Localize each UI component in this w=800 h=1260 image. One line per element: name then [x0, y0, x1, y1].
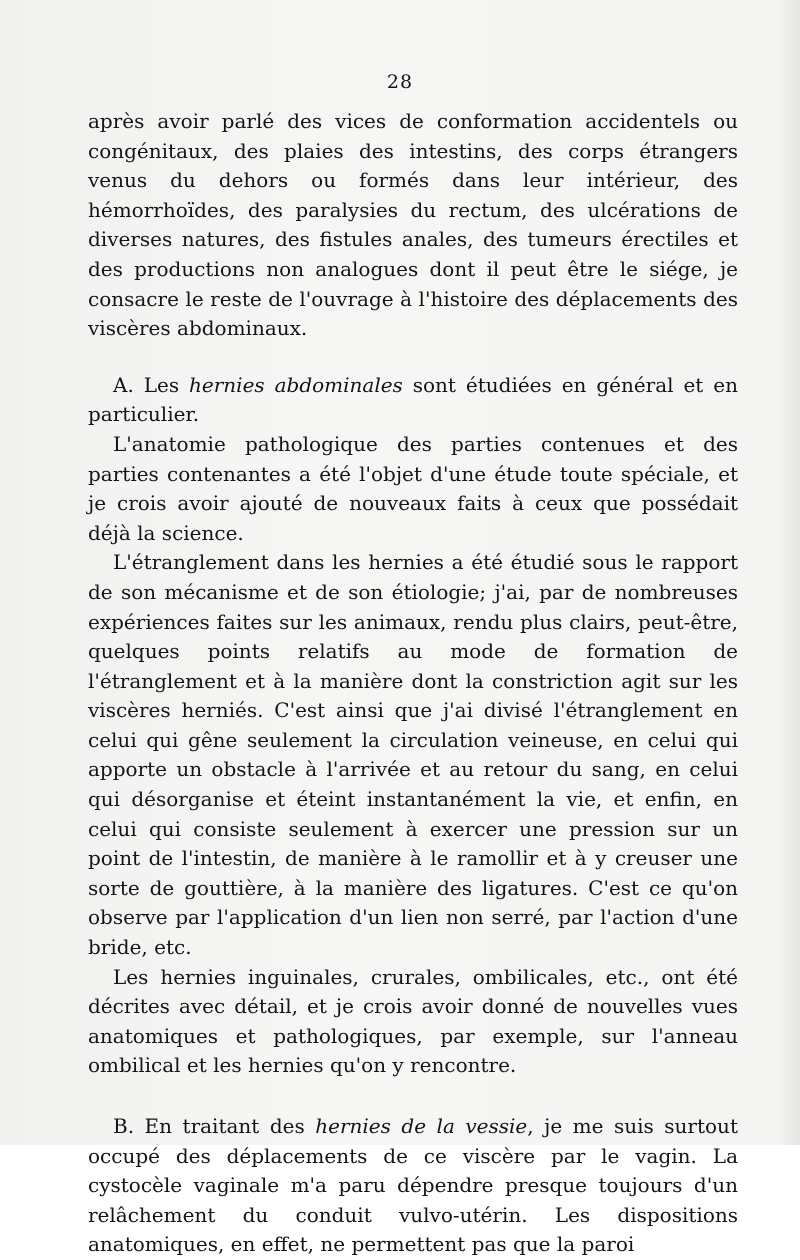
page-body [88, 107, 738, 1260]
paragraph-text: B. En traitant des [113, 1114, 316, 1138]
paragraph-text: Les hernies inguinales, crurales, ombilicales, etc., ont été décrites avec détail, et je crois avoir donné de nouvelles vues anatomiques et pathologiques, par exemple, sur l'anneau ombilical et les hernies qu'on y rencontre. [88, 964, 738, 1078]
paragraph-text: L'étranglement dans les hernies a été étudié sous le rapport de son mécanisme et de son étiologie; j'ai, par de nombreuses expériences faites sur les animaux, rendu plus clairs, peut-être, quelques points relatifs au mode de formation de l'étranglement et à la manière dont la constriction agit sur les viscères herniés. C'est ainsi que j'ai divisé l'étranglement en celui qui gêne seulement la circulation veineuse, en celui qui apporte un obstacle à l'arrivée et au retour du sang, en celui qui désorganise et éteint instantanément la vie, et enfin, en celui qui consiste seulement à exercer une pression sur un point de l'intestin, de manière à le ramollir et à y creuser une sorte de gouttière, à la manière des ligatures. C'est ce qu'on observe par l'application d'un lien non serré, par l'action d'une bride, etc. [88, 550, 738, 960]
paragraph-text: A. Les [113, 372, 190, 397]
page-number: 28 [386, 71, 414, 93]
paragraph-strangulation [88, 548, 738, 962]
paragraph-section-b [88, 1112, 738, 1260]
page-edge-shadow [780, 0, 800, 1145]
paragraph-text: après avoir parlé des vices de conformation accidentels ou congénitaux, des plaies des intestins, des corps étrangers venus du dehors ou formés dans leur intérieur, des hémorrhoïdes, des paralysies du rectum, des ulcérations de diverses natures, des fistules anales, des tumeurs érectiles et des productions non analogues dont il peut être le siége, je consacre le reste de l'ouvrage à l'histoire des déplacements des viscères abdominaux. [88, 109, 738, 341]
italic-term: hernies de la vessie [315, 1114, 528, 1138]
paragraph-intro [88, 107, 738, 344]
paragraph-text: sont étudiées en général et en particulier. [88, 372, 738, 427]
paragraph-text: L'anatomie pathologique des parties contenues et des parties contenantes a été l'objet d'une étude toute spéciale, et je crois avoir ajouté de nouveaux faits à ceux que possédait déjà la science. [88, 431, 738, 545]
italic-term: hernies abdominales [189, 372, 403, 397]
paragraph-hernia-types [88, 963, 738, 1081]
paragraph-section-a [88, 371, 738, 430]
paragraph-text: , je me suis surtout occupé des déplacements de ce viscère par le vagin. La cystocèle vaginale m'a paru dépendre presque toujours d'un relâchement du conduit vulvo-utérin. Les dispositions anatomiques, en effet, ne permettent pas que la paroi [88, 1114, 738, 1257]
paragraph-anatomy [88, 430, 738, 548]
